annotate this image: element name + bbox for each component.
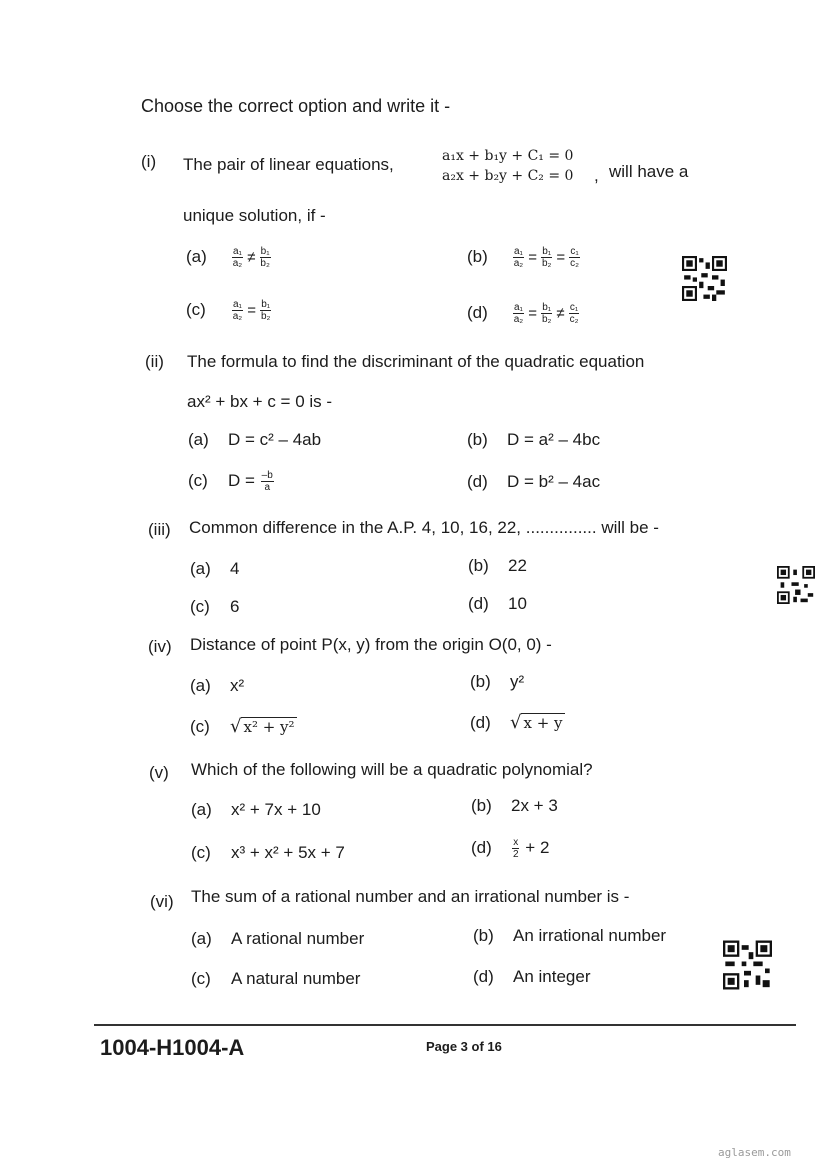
equation-2: a₂x + b₂y + C₂ = 0 — [442, 168, 574, 184]
question-5-number: (v) — [149, 763, 169, 782]
q1-option-d: (d) $\frac{\text{a₁}}{\text{a₂}}$ = $\frac{\text{b₁}}{\text{b₂}}$ ≠ $\frac{\text{c₁}}{\text{c₂}}$ — [467, 302, 579, 325]
fraction: $\frac{-b}{a}$ — [261, 470, 273, 493]
equation-1: a₁x + b₁y + C₁ = 0 — [442, 148, 574, 164]
fraction: $\frac{\text{b₁}}{\text{b₂}}$ — [541, 246, 552, 269]
q1-option-c: (c) $\frac{\text{a₁}}{\text{a₂}}$ = $\frac{\text{b₁}}{\text{b₂}}$ — [186, 299, 271, 322]
square-root: √ x² + y² — [230, 716, 295, 737]
page-number: Page 3 of 16 — [426, 1039, 502, 1054]
q1-option-a: (a) $\frac{\text{a₁}}{\text{a₂}}$ ≠ $\frac{\text{b₁}}{\text{b₂}}$ — [186, 246, 270, 269]
fraction: $\frac{\text{c₁}}{\text{c₂}}$ — [569, 302, 579, 325]
question-6-number: (vi) — [150, 892, 174, 911]
q2-option-d: (d) D = b² – 4ac — [467, 472, 601, 491]
fraction: $\frac{\text{b₁}}{\text{b₂}}$ — [260, 246, 270, 269]
q4-option-b: (b) y² — [470, 672, 525, 691]
fraction: $\frac{\text{a₁}}{\text{a₂}}$ — [513, 302, 524, 325]
option-label: (c) — [186, 299, 206, 319]
fraction: $\frac{\text{a₁}}{\text{a₂}}$ — [513, 246, 524, 269]
question-2-number: (ii) — [145, 352, 164, 371]
footer-divider — [94, 1024, 796, 1026]
watermark: aglasem.com — [718, 1146, 791, 1159]
question-1-comma: , — [594, 166, 599, 185]
q4-option-a: (a) x² — [190, 676, 245, 695]
question-2-text: The formula to find the discriminant of the quadratic equation — [187, 352, 645, 371]
q6-option-d: (d) An integer — [473, 967, 591, 986]
paper-code: 1004-H1004-A — [100, 1035, 245, 1060]
qr-code-icon — [723, 940, 772, 990]
q2-option-b: (b) D = a² – 4bc — [467, 430, 601, 449]
fraction: $\frac{\text{c₁}}{\text{c₂}}$ — [570, 246, 580, 269]
q2-option-a: (a) D = c² – 4ab — [188, 430, 322, 449]
q3-option-c: (c) 6 — [190, 597, 240, 616]
square-root: √ x + y — [510, 712, 563, 733]
q3-option-a: (a) 4 — [190, 559, 240, 578]
q6-option-c: (c) A natural number — [191, 969, 361, 988]
instruction-text: Choose the correct option and write it - — [141, 96, 451, 116]
question-3-number: (iii) — [148, 520, 171, 539]
fraction: $\frac{\text{a₁}}{\text{a₂}}$ — [232, 246, 243, 269]
question-1-number: (i) — [141, 152, 157, 171]
option-label: (a) — [186, 246, 207, 266]
question-5-text: Which of the following will be a quadratic polynomial? — [191, 760, 593, 779]
option-label: (d) — [467, 302, 488, 322]
question-1-text: The pair of linear equations, — [183, 155, 394, 174]
fraction: $\frac{\text{b₁}}{\text{b₂}}$ — [541, 302, 552, 325]
fraction: $\frac{\text{a₁}}{\text{a₂}}$ — [232, 299, 243, 322]
qr-code-icon — [681, 256, 728, 301]
q3-option-b: (b) 22 — [468, 556, 527, 575]
question-4-number: (iv) — [148, 637, 172, 656]
fraction: $\frac{x}{2}$ — [513, 837, 519, 860]
q4-option-c: (c) √ x² + y² — [190, 716, 295, 737]
question-1-equations — [442, 146, 573, 186]
question-1-text-line2: unique solution, if - — [183, 206, 326, 225]
q5-option-a: (a) x² + 7x + 10 — [191, 800, 321, 819]
question-1-text-after: will have a — [609, 162, 689, 181]
question-3-text: Common difference in the A.P. 4, 10, 16, 22, ............... will be - — [189, 518, 659, 537]
q5-option-c: (c) x³ + x² + 5x + 7 — [191, 843, 345, 862]
fraction: $\frac{\text{b₁}}{\text{b₂}}$ — [260, 299, 271, 322]
q1-option-b: (b) $\frac{\text{a₁}}{\text{a₂}}$ = $\frac{\text{b₁}}{\text{b₂}}$ = $\frac{\text{c₁}}{\text{c₂}}$ — [467, 246, 580, 269]
question-6-text: The sum of a rational number and an irrational number is - — [191, 887, 630, 906]
qr-code-icon — [775, 566, 817, 604]
q6-option-a: (a) A rational number — [191, 929, 365, 948]
option-label: (b) — [467, 246, 488, 266]
q3-option-d: (d) 10 — [468, 594, 527, 613]
q2-option-c: (c) D = $\frac{-b}{a}$ — [188, 470, 273, 493]
question-2-text-line2: ax² + bx + c = 0 is - — [187, 392, 333, 411]
q6-option-b: (b) An irrational number — [473, 926, 667, 945]
q5-option-b: (b) 2x + 3 — [471, 796, 558, 815]
q5-option-d: (d) $\frac{x}{2}$ + 2 — [471, 837, 550, 860]
question-4-text: Distance of point P(x, y) from the origin O(0, 0) - — [190, 635, 552, 654]
q4-option-d: (d) √ x + y — [470, 712, 563, 733]
